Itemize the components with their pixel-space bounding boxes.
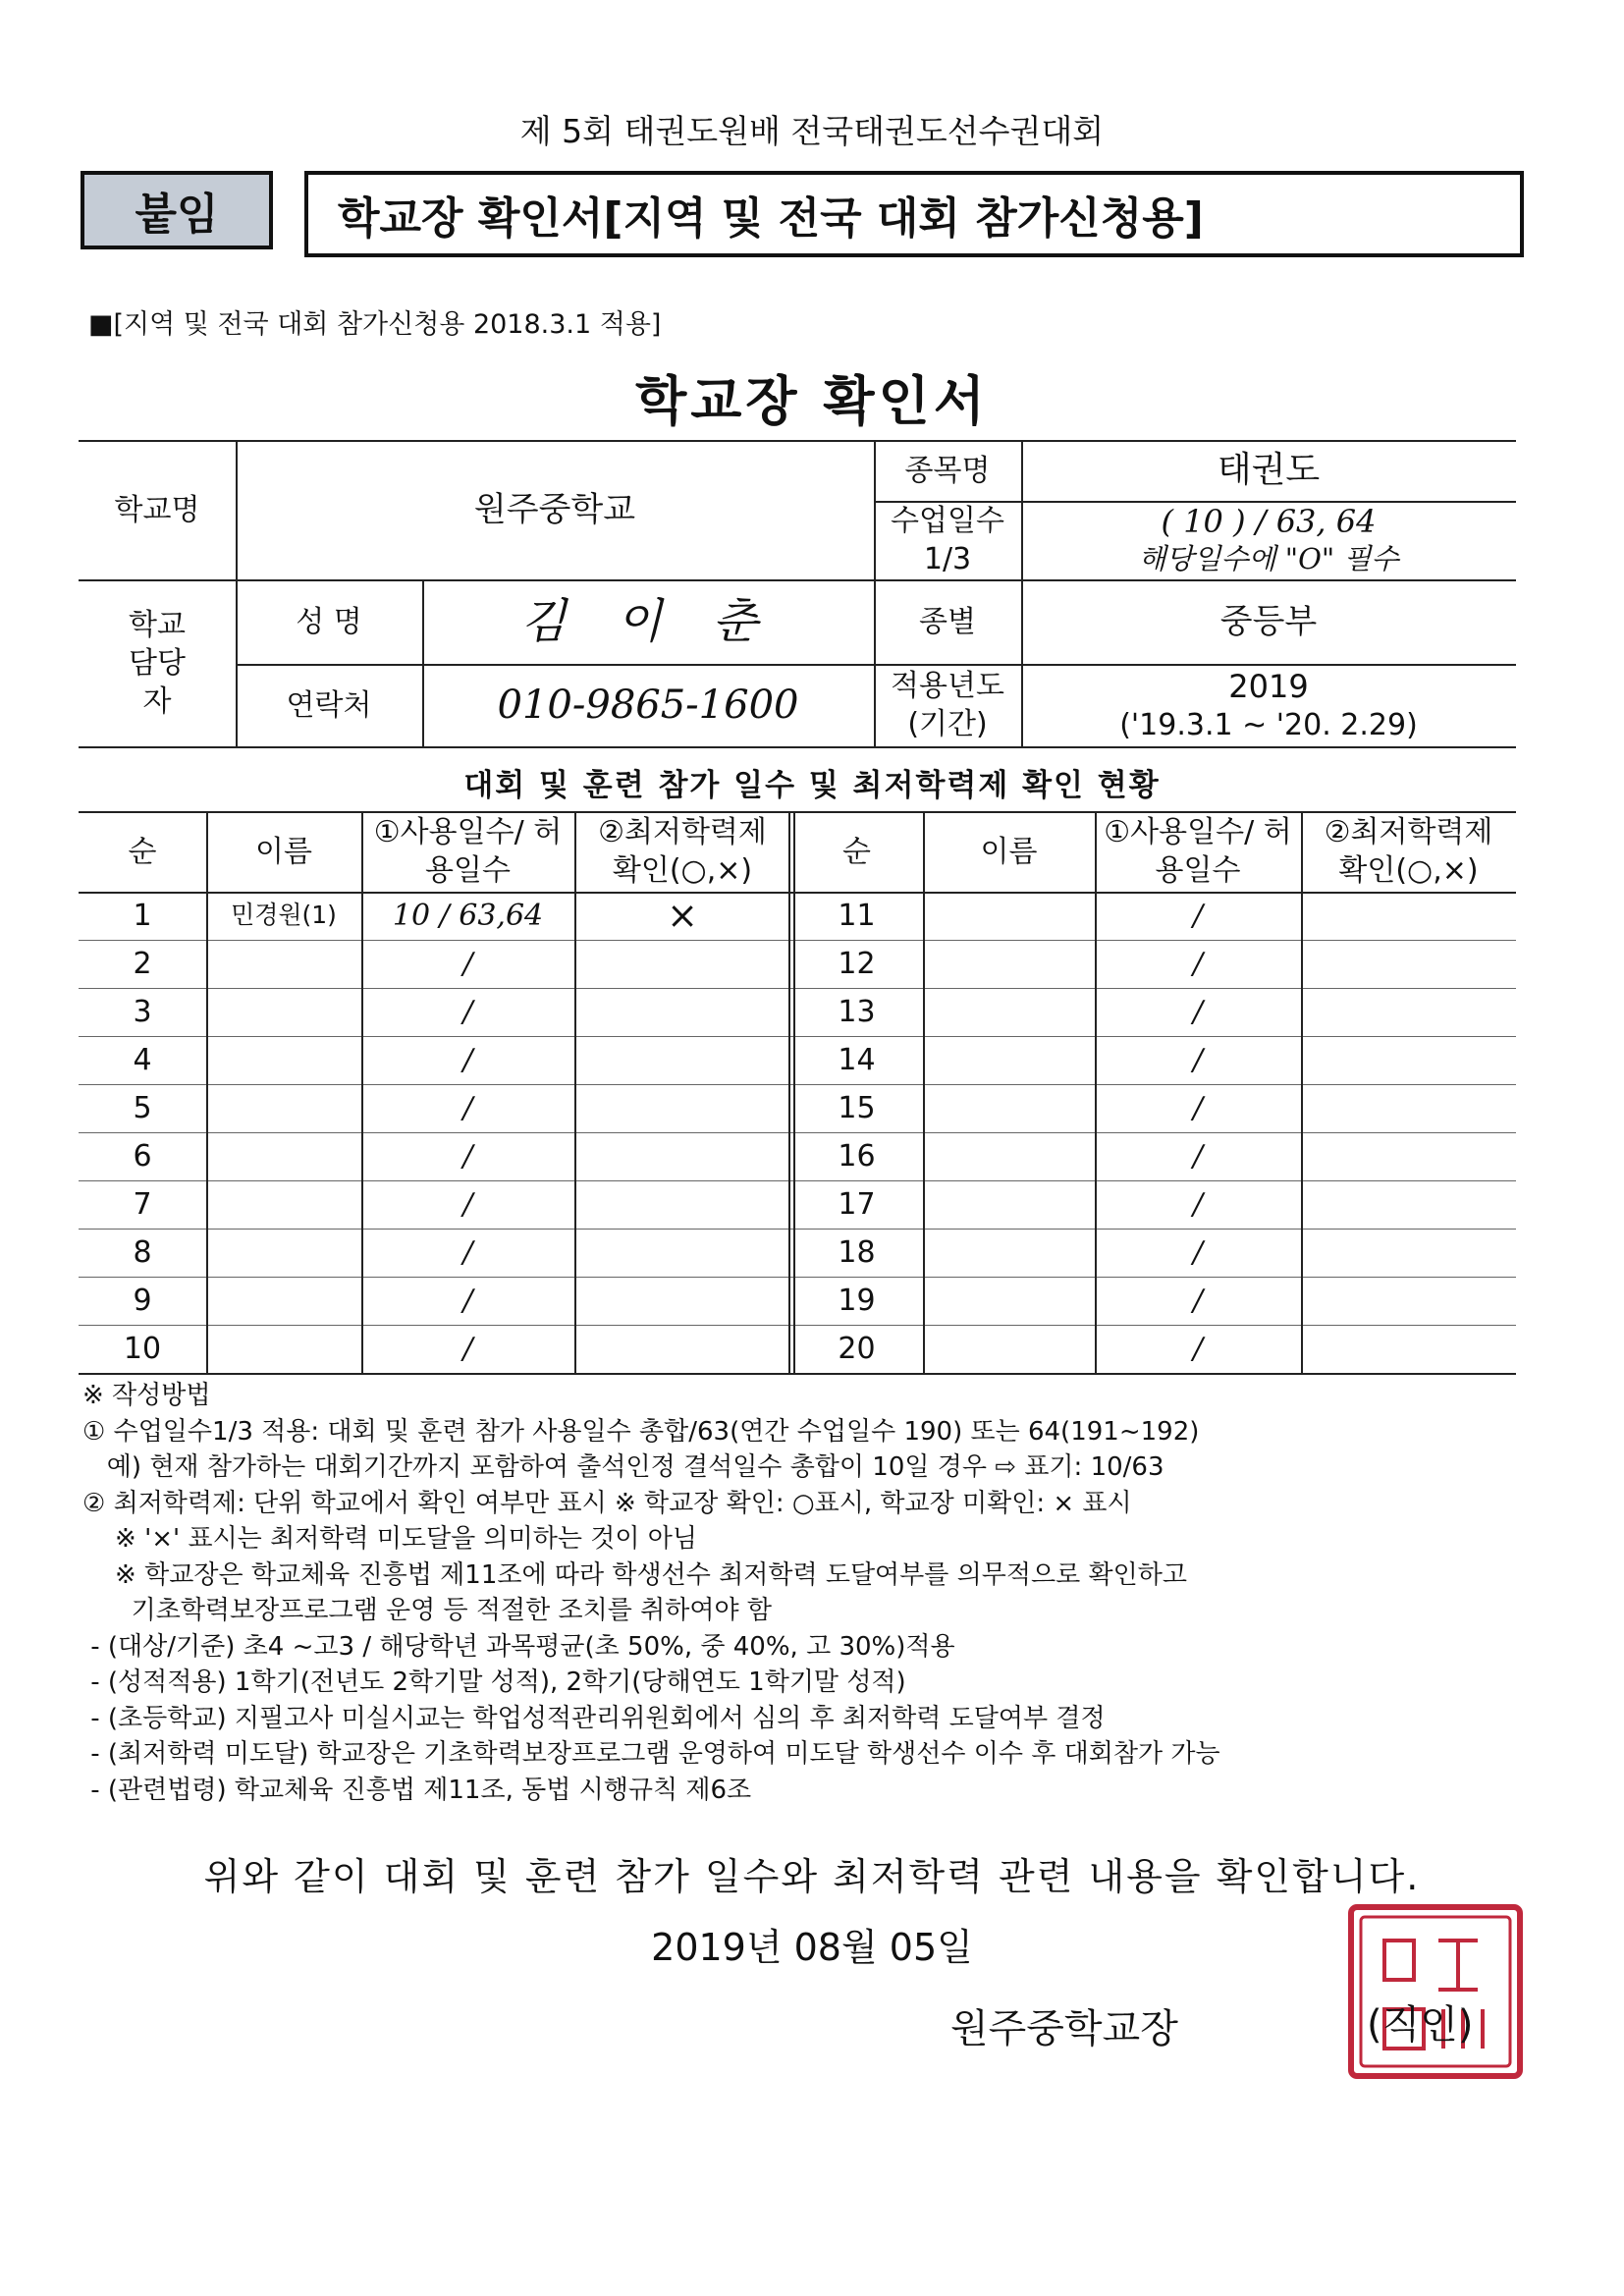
row-no: 19 [838, 1284, 876, 1318]
row-check [1301, 1084, 1516, 1132]
row-days: / [462, 1091, 473, 1125]
row-days: / [462, 947, 473, 981]
guide-line: ① 수업일수1/3 적용: 대회 및 훈련 참가 사용일수 총합/63(연간 수업일수 190) 또는 64(191~192) [82, 1416, 1200, 1447]
school-value: 원주중학교 [473, 489, 636, 529]
class-days-value: ( 10 ) / 63, 64 [1161, 503, 1377, 541]
row-no: 10 [123, 1332, 162, 1366]
division-label: 종별 [919, 604, 976, 639]
guide-line: 기초학력보장프로그램 운영 등 적절한 조치를 취하여야 함 [82, 1596, 772, 1625]
application-note: ■[지역 및 전국 대회 참가신청용 2018.3.1 적용] [88, 309, 662, 340]
row-no: 11 [838, 899, 876, 933]
event-label: 종목명 [904, 453, 991, 488]
row-check [1301, 1132, 1516, 1180]
row-name [923, 940, 1095, 988]
row-check [574, 1277, 790, 1325]
table-subtitle: 대회 및 훈련 참가 일수 및 최저학력제 확인 현황 [463, 768, 1161, 803]
row-no: 15 [838, 1091, 876, 1125]
row-days: / [1192, 1235, 1204, 1270]
row-days: / [462, 1187, 473, 1222]
contact-value: 010-9865-1600 [497, 683, 799, 728]
row-days: / [462, 1139, 473, 1174]
school-label: 학교명 [114, 492, 200, 527]
row-no: 9 [133, 1284, 152, 1318]
row-name: 민경원(1) [231, 901, 337, 930]
header-name: 이름 [980, 834, 1038, 869]
row-days: 10 / 63,64 [392, 899, 544, 933]
event-value: 태권도 [1217, 449, 1321, 490]
row-check [1301, 1277, 1516, 1325]
row-name [206, 988, 361, 1036]
row-check [574, 1180, 790, 1229]
row-check [1301, 1036, 1516, 1084]
row-name [923, 1325, 1095, 1373]
row-days: / [1192, 1043, 1204, 1077]
guide-line: ※ 작성방법 [82, 1381, 211, 1410]
row-no: 7 [133, 1187, 152, 1222]
row-name [923, 1084, 1095, 1132]
event-title: 제 5회 태권도원배 전국태권도선수권대회 [519, 112, 1105, 150]
row-days: / [462, 1235, 473, 1270]
table-gridline [79, 1373, 1516, 1375]
row-name [206, 1277, 361, 1325]
row-name [206, 1132, 361, 1180]
attachment-tag: 붙임 [81, 171, 273, 249]
row-check [1301, 1325, 1516, 1373]
guide-line: ※ 학교장은 학교체육 진흥법 제11조에 따라 학생선수 최저학력 도달여부를 의무적으로 확인하고 [82, 1559, 1187, 1590]
class-days-hint: 해당일수에 "O" 필수 [1138, 542, 1399, 576]
row-check [574, 988, 790, 1036]
row-days: / [462, 1332, 473, 1366]
row-days: / [462, 995, 473, 1029]
period-value: ('19.3.1 ~ '20. 2.29) [1119, 707, 1418, 742]
row-no: 20 [838, 1332, 876, 1366]
row-no: 18 [838, 1235, 876, 1270]
principal-signature: 원주중학교장 [950, 2006, 1178, 2051]
guide-line: - (대상/기준) 초4 ~고3 / 해당학년 과목평균(초 50%, 중 40%, 고 30%)적용 [82, 1631, 955, 1662]
row-name [923, 988, 1095, 1036]
row-days: / [1192, 995, 1204, 1029]
row-name [206, 1084, 361, 1132]
row-no: 16 [838, 1139, 876, 1174]
header-check: ②최저학력제 확인(○,×) [1324, 815, 1493, 888]
header-days: ①사용일수/ 허용일수 [373, 815, 563, 888]
row-name [923, 1229, 1095, 1277]
official-seal-icon [1345, 1901, 1526, 2082]
header-days: ①사용일수/ 허용일수 [1104, 815, 1292, 888]
row-no: 14 [838, 1043, 876, 1077]
row-check: × [667, 893, 698, 937]
header-name: 이름 [255, 834, 312, 869]
guide-line: 예) 현재 참가하는 대회기간까지 포함하여 출석인정 결석일수 총합이 10일 경우 ⇨ 표기: 10/63 [82, 1452, 1164, 1482]
contact-label: 연락처 [286, 687, 372, 723]
row-days: / [1192, 947, 1204, 981]
row-name [923, 1277, 1095, 1325]
confirmation-statement: 위와 같이 대회 및 훈련 참가 일수와 최저학력 관련 내용을 확인합니다. [203, 1855, 1421, 1898]
row-days: / [462, 1284, 473, 1318]
page-title: 학교장 확인서 [635, 370, 989, 432]
document-heading: 학교장 확인서[지역 및 전국 대회 참가신청용] [304, 171, 1524, 257]
name-value: 김 이 춘 [520, 593, 776, 649]
row-days: / [1192, 1091, 1204, 1125]
row-days: / [1192, 1332, 1204, 1366]
guide-line: - (최저학력 미도달) 학교장은 기초학력보장프로그램 운영하여 미도달 학생선수 이수 후 대회참가 가능 [82, 1739, 1220, 1769]
row-no: 4 [133, 1043, 152, 1077]
row-check [574, 940, 790, 988]
staff-label: 학교 담당자 [129, 607, 186, 719]
row-check [1301, 1180, 1516, 1229]
row-no: 1 [133, 899, 152, 933]
row-name [923, 1180, 1095, 1229]
row-check [574, 1229, 790, 1277]
row-days: / [462, 1043, 473, 1077]
name-label: 성 명 [296, 604, 362, 639]
row-no: 13 [838, 995, 876, 1029]
row-no: 2 [133, 947, 152, 981]
row-name [923, 892, 1095, 940]
class-days-label: 수업일수 1/3 [891, 504, 1004, 576]
row-days: / [1192, 1284, 1204, 1318]
header-no: 순 [842, 834, 871, 869]
row-name [206, 940, 361, 988]
row-no: 6 [133, 1139, 152, 1174]
row-check [574, 1325, 790, 1373]
row-name [923, 1036, 1095, 1084]
row-check [574, 1132, 790, 1180]
row-check [574, 1036, 790, 1084]
guide-line: - (성적적용) 1학기(전년도 2학기말 성적), 2학기(당해연도 1학기말 성적) [82, 1667, 906, 1697]
row-no: 17 [838, 1187, 876, 1222]
row-name [923, 1132, 1095, 1180]
division-value: 중등부 [1219, 601, 1318, 641]
row-no: 12 [838, 947, 876, 981]
row-name [206, 1229, 361, 1277]
row-days: / [1192, 899, 1204, 933]
guide-line: - (관련법령) 학교체육 진흥법 제11조, 동법 시행규칙 제6조 [82, 1775, 752, 1805]
row-name [206, 1180, 361, 1229]
year-label: 적용년도 (기간) [891, 669, 1004, 741]
guide-line: ※ '×' 표시는 최저학력 미도달을 의미하는 것이 아님 [82, 1524, 697, 1554]
row-check [1301, 940, 1516, 988]
header-no: 순 [128, 834, 157, 869]
guide-line: ② 최저학력제: 단위 학교에서 확인 여부만 표시 ※ 학교장 확인: ○표시, 학교장 미확인: × 표시 [82, 1488, 1132, 1518]
row-no: 3 [133, 995, 152, 1029]
year-value: 2019 [1228, 668, 1309, 706]
row-check [1301, 988, 1516, 1036]
row-check [574, 1084, 790, 1132]
row-check [1301, 892, 1516, 940]
seal-label: (직인) [1367, 2002, 1474, 2048]
row-days: / [1192, 1139, 1204, 1174]
row-days: / [1192, 1187, 1204, 1222]
row-name [206, 1036, 361, 1084]
issue-date: 2019년 08월 05일 [651, 1926, 973, 1969]
guide-line: - (초등학교) 지필고사 미실시교는 학업성적관리위원회에서 심의 후 최저학력 도달여부 결정 [82, 1703, 1106, 1733]
row-no: 5 [133, 1091, 152, 1125]
header-check: ②최저학력제 확인(○,×) [598, 815, 767, 888]
row-no: 8 [133, 1235, 152, 1270]
row-name [206, 1325, 361, 1373]
row-check [1301, 1229, 1516, 1277]
